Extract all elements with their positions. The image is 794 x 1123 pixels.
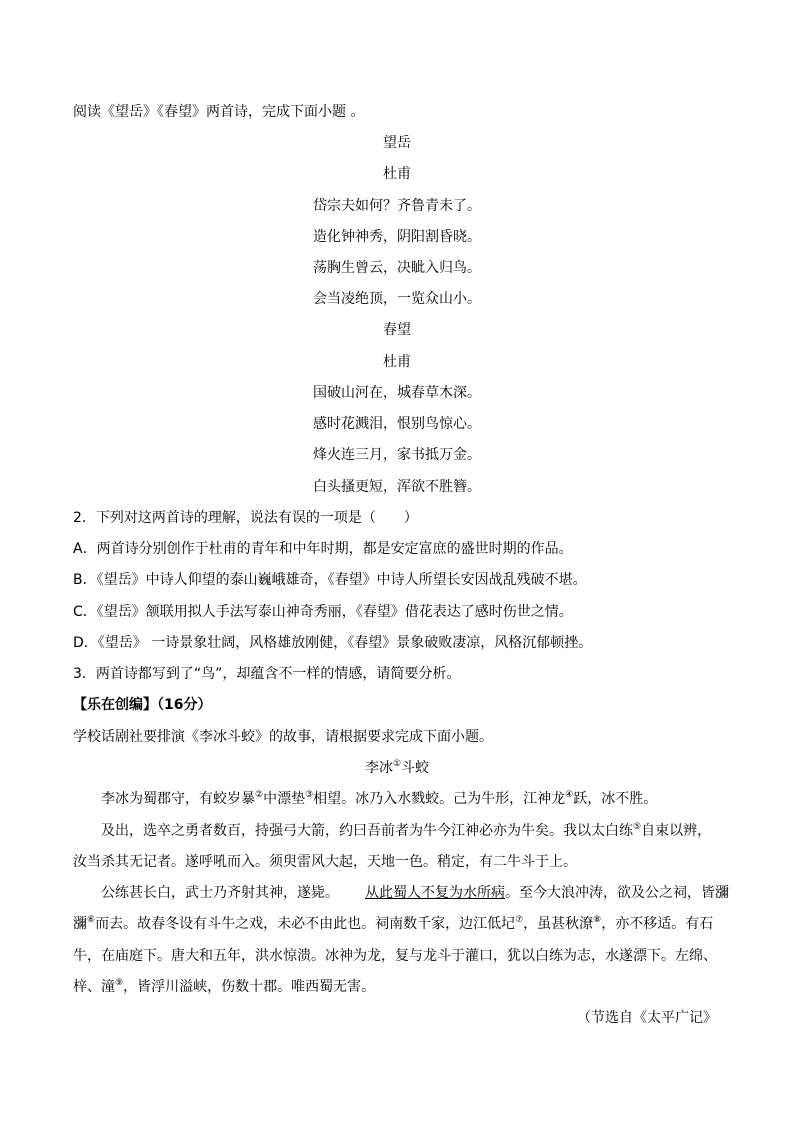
poem1-line-1: 岱宗夫如何？齐鲁青未了。 bbox=[313, 198, 481, 214]
poem1-line-2: 造化钟神秀，阴阳割昏晓。 bbox=[313, 229, 481, 245]
text-run: 相望。冰乃入水戮蛟。己为牛形，江神龙 bbox=[313, 791, 566, 807]
text-run: 瀰 bbox=[73, 916, 87, 932]
question-2-stem: 2．下列对这两首诗的理解，说法有误的一项是（ ） bbox=[73, 510, 418, 526]
poem2-line-4: 白头搔更短，浑欲不胜簪。 bbox=[313, 479, 481, 495]
note-mark: ⑧ bbox=[593, 915, 602, 925]
story-source: （节选自《太平广记》 bbox=[577, 1010, 717, 1026]
section-heading bbox=[73, 695, 211, 715]
note-mark: ② bbox=[255, 790, 264, 800]
poem1-line-4: 会当凌绝顶，一览众山小。 bbox=[313, 291, 481, 307]
poem2-line-1: 国破山河在，城春草木深。 bbox=[313, 385, 481, 401]
text-run: 梓、潼 bbox=[73, 979, 115, 995]
poem1-author: 杜甫 bbox=[383, 166, 411, 182]
note-mark: ① bbox=[392, 759, 402, 769]
story-paragraph-2-cont: 汝当杀其无记者。遂呼吼而入。须臾雷风大起，天地一色。稍定，有二牛斗于上。 bbox=[73, 854, 577, 870]
note-mark: ⑦ bbox=[515, 915, 524, 925]
question-2-option-c: C．《望岳》颔联用拟人手法写泰山神奇秀丽，《春望》借花表达了感时伤世之情。 bbox=[73, 604, 573, 620]
text-run: ，虽甚秋潦 bbox=[523, 916, 594, 932]
story-title bbox=[0, 758, 794, 778]
section-score: （16分） bbox=[157, 697, 212, 713]
section-heading-label: 【乐在创编】 bbox=[73, 697, 157, 713]
text-run: 。至今大浪冲涛，欲及公之祠，皆瀰 bbox=[505, 885, 729, 901]
text-run: 及出，选卒之勇者数百，持强弓大箭，约曰吾前者为牛今江神必亦为牛矣。我以太白练 bbox=[101, 823, 633, 839]
task-instruction: 学校话剧社要排演《李冰斗蛟》的故事，请根据要求完成下面小题。 bbox=[73, 729, 493, 745]
text-run: ，皆浮川溢峡，伤数十郡。唯西蜀无害。 bbox=[123, 979, 376, 995]
story-title-b: 斗蛟 bbox=[401, 760, 430, 776]
poem2-line-3: 烽火连三月，家书抵万金。 bbox=[313, 447, 481, 463]
story-paragraph-3-line-3: 牛，在庙庭下。唐大和五年，洪水惊溃。冰神为龙，复与龙斗于灌口，犹以白练为志，水遂漂下。左绵、 bbox=[73, 948, 717, 964]
note-mark: ⑥ bbox=[87, 915, 96, 925]
text-run: ，亦不移适。有石 bbox=[601, 916, 714, 932]
story-paragraph-1 bbox=[101, 789, 657, 809]
poem1-line-3: 荡胸生曾云，决眦入归鸟。 bbox=[313, 260, 481, 276]
story-paragraph-2 bbox=[101, 821, 711, 841]
note-mark: ③ bbox=[305, 790, 314, 800]
story-paragraph-3-line-4 bbox=[73, 977, 375, 997]
question-3: 3．两首诗都写到了“鸟”，却蕴含不一样的情感，请简要分析。 bbox=[73, 666, 461, 682]
text-run: 李冰为蜀郡守，有蛟岁暴 bbox=[101, 791, 255, 807]
text-run: 跃，冰不胜。 bbox=[573, 791, 658, 807]
poem2-author: 杜甫 bbox=[383, 354, 411, 370]
poem2-line-2: 感时花溅泪，恨别鸟惊心。 bbox=[313, 416, 481, 432]
underlined-sentence: 从此蜀人不复为水所病 bbox=[365, 885, 505, 901]
text-run: 自束以辨， bbox=[641, 823, 712, 839]
story-paragraph-3-line-2 bbox=[73, 914, 713, 934]
text-run: 中漂垫 bbox=[263, 791, 306, 807]
reading-intro: 阅读《望岳》《春望》两首诗，完成下面小题 。 bbox=[73, 104, 365, 120]
story-paragraph-3 bbox=[101, 883, 729, 903]
poem1-title: 望岳 bbox=[383, 135, 411, 151]
story-title-a: 李冰 bbox=[364, 760, 393, 776]
question-2-option-b: B．《望岳》中诗人仰望的泰山巍峨雄奇，《春望》中诗人所望长安因战乱残破不堪。 bbox=[73, 572, 587, 588]
note-mark: ⑨ bbox=[115, 978, 124, 988]
text-run: 而去。故春冬设有斗牛之戏，未必不由此也。祠南数千家，边江低圮 bbox=[95, 916, 516, 932]
text-run: 公练甚长白，武士乃齐射其神，遂毙。 bbox=[101, 885, 339, 901]
question-2-option-d: D．《望岳》 一诗景象壮阔，风格雄放刚健，《春望》景象破败凄凉，风格沉郁顿挫。 bbox=[73, 635, 593, 651]
poem2-title: 春望 bbox=[383, 322, 411, 338]
question-2-option-a: A．两首诗分别创作于杜甫的青年和中年时期，都是安定富庶的盛世时期的作品。 bbox=[73, 541, 573, 557]
note-mark: ⑤ bbox=[633, 822, 642, 832]
note-mark: ④ bbox=[565, 790, 574, 800]
